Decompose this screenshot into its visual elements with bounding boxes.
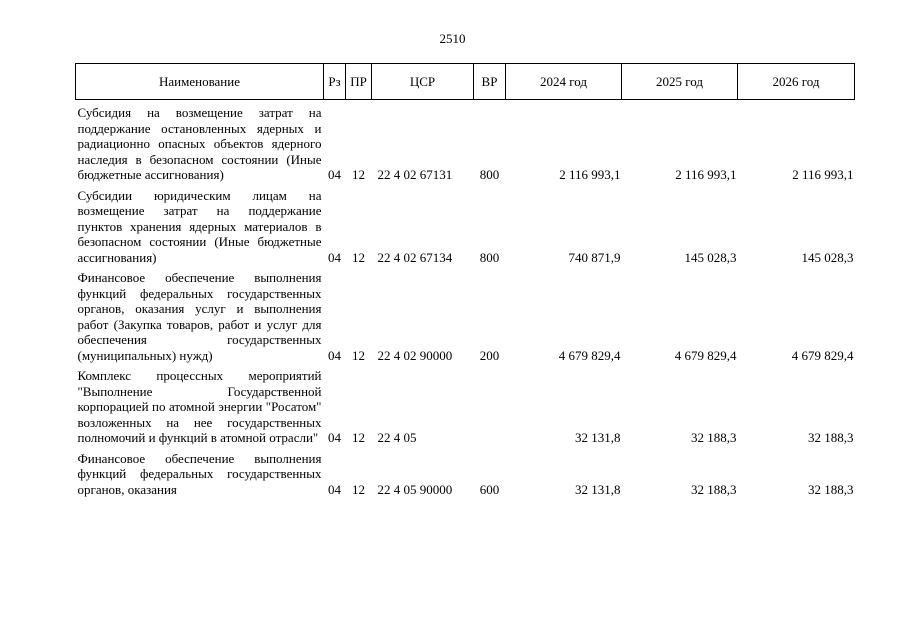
row-2026: 32 188,3	[808, 430, 854, 445]
row-vr: 800	[479, 167, 500, 182]
row-vr: 800	[479, 249, 500, 265]
row-name: Финансовое обеспечение выполнения функций федеральных государственных органов, оказания	[77, 450, 322, 497]
row-rz: 04	[328, 167, 341, 182]
row-2024: 740 871,9	[568, 249, 621, 265]
row-vr: 200	[479, 347, 500, 363]
row-2025: 145 028,3	[684, 249, 737, 265]
row-2024: 2 116 993,1	[559, 167, 621, 182]
row-csr: 22 4 02 90000	[377, 347, 453, 363]
header-2025: 2025 год	[622, 64, 738, 100]
row-rz: 04	[328, 481, 341, 497]
row-2026: 4 679 829,4	[791, 347, 854, 363]
row-2026: 145 028,3	[801, 249, 854, 265]
row-2025: 32 188,3	[691, 430, 737, 445]
header-name: Наименование	[76, 64, 324, 100]
row-pr: 12	[352, 347, 365, 363]
row-2024: 4 679 829,4	[558, 347, 621, 363]
table-row	[76, 265, 855, 363]
page-number: 2510	[439, 31, 466, 46]
row-pr: 12	[352, 167, 365, 182]
header-rz: Рз	[324, 64, 346, 100]
row-csr: 22 4 05	[377, 430, 417, 445]
row-name: Субсидии юридическим лицам на возмещение затрат на поддержание пунктов хранения ядерных материалов в безопасном состоянии (Иные бюджетные ассигнования)	[77, 187, 322, 265]
row-pr: 12	[352, 481, 365, 497]
row-name: Комплекс процессных мероприятий "Выполнение Государственной корпорацией по атомной энергии "Росатом" возложенных на нее государственных полномочий и функций в атомной отрасли"	[77, 368, 322, 445]
row-2025: 32 188,3	[691, 481, 737, 497]
row-name: Субсидия на возмещение затрат на поддержание остановленных ядерных и радиационно опасных объектов ядерного наследия в безопасном состоянии (Иные бюджетные ассигнования)	[77, 105, 322, 182]
table-row	[76, 446, 855, 498]
row-rz: 04	[328, 347, 341, 363]
row-name: Финансовое обеспечение выполнения функций федеральных государственных органов, оказания услуг и выполнения работ (Закупка товаров, работ и услуг для обеспечения государственных (муниципальных) нужд)	[77, 270, 322, 363]
table-row	[76, 100, 855, 183]
row-csr: 22 4 02 67134	[377, 249, 453, 265]
row-2026: 32 188,3	[808, 481, 854, 497]
row-rz: 04	[328, 430, 341, 445]
header-pr: ПР	[346, 64, 372, 100]
row-2025: 4 679 829,4	[674, 347, 737, 363]
table-row	[76, 363, 855, 446]
row-csr: 22 4 02 67131	[377, 167, 453, 182]
header-csr: ЦСР	[372, 64, 474, 100]
row-rz: 04	[328, 249, 341, 265]
row-2024: 32 131,8	[575, 430, 621, 445]
header-2024: 2024 год	[506, 64, 622, 100]
header-vr: ВР	[474, 64, 506, 100]
row-vr	[474, 363, 506, 446]
row-vr: 600	[479, 481, 500, 497]
table-row	[76, 183, 855, 266]
header-2026: 2026 год	[738, 64, 855, 100]
row-2024: 32 131,8	[575, 481, 621, 497]
row-2025: 2 116 993,1	[675, 167, 737, 182]
row-csr: 22 4 05 90000	[377, 481, 453, 497]
row-2026: 2 116 993,1	[792, 167, 854, 182]
table-header-row	[76, 64, 855, 100]
budget-table	[75, 63, 855, 497]
row-pr: 12	[352, 430, 365, 445]
row-pr: 12	[352, 249, 365, 265]
